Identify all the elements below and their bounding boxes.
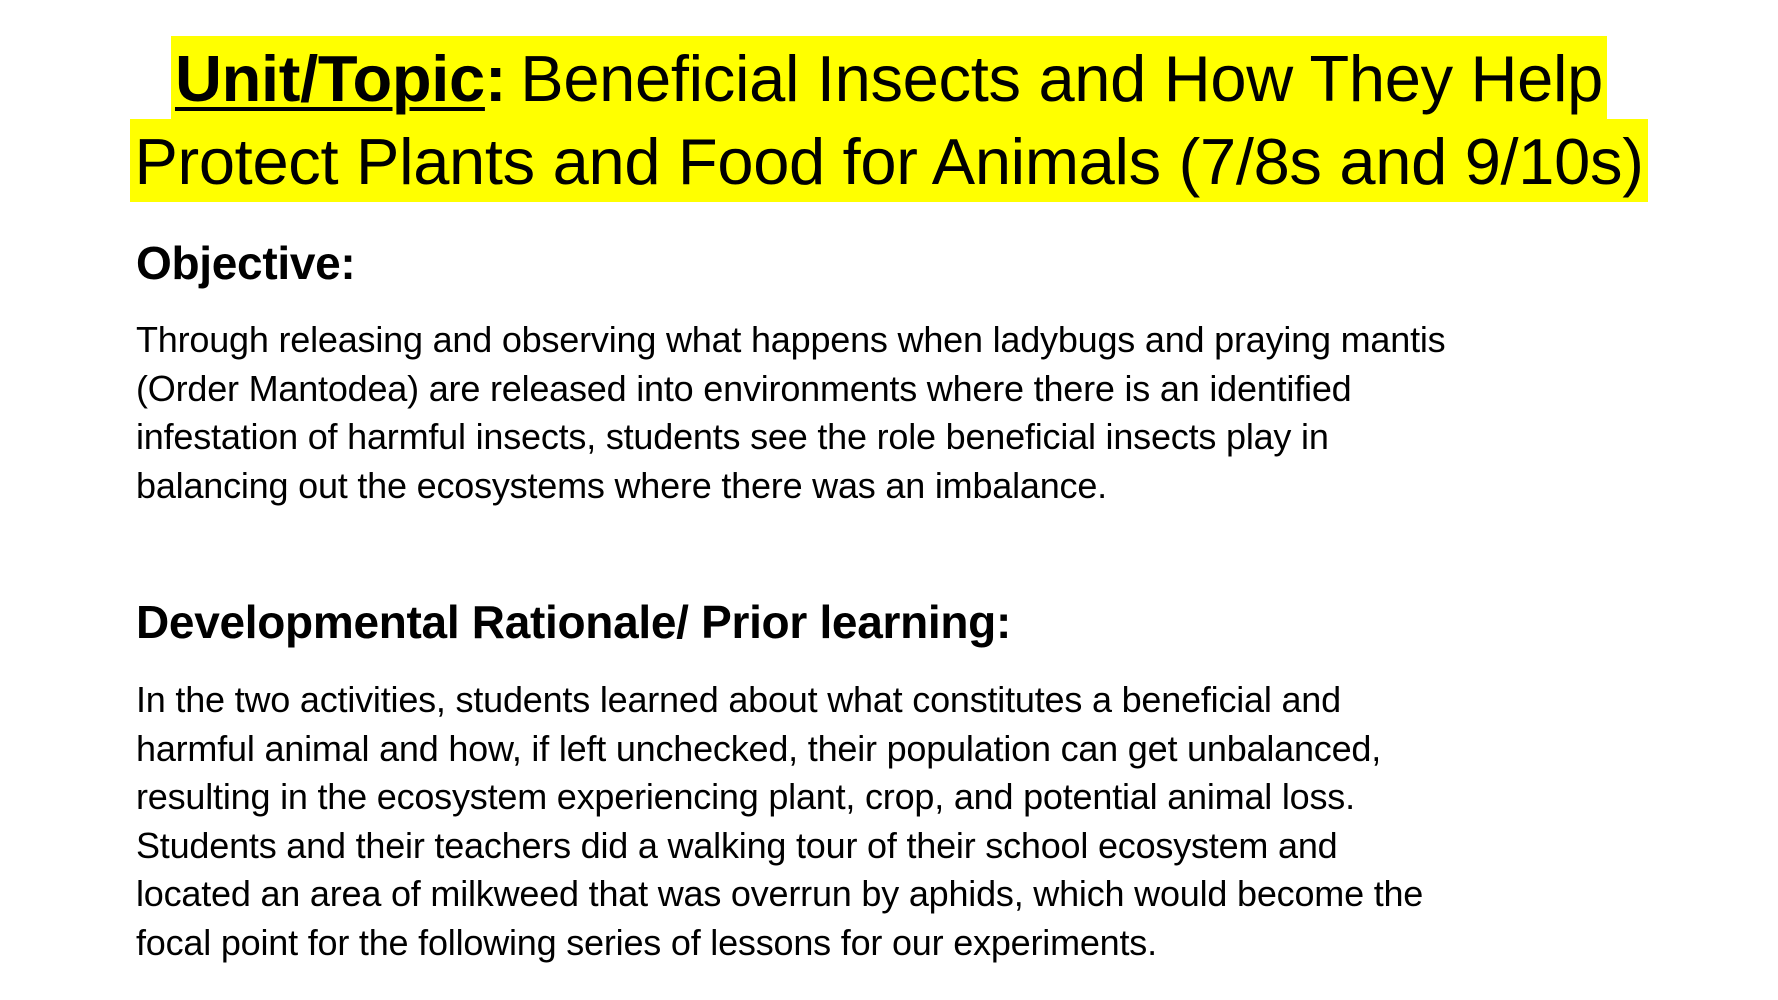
objective-line: balancing out the ecosystems where there was an imbalance. xyxy=(136,464,1107,506)
rationale-line: Students and their teachers did a walking tour of their school ecosystem and xyxy=(136,824,1338,866)
title-line-2 xyxy=(130,119,1647,202)
rationale-heading: Developmental Rationale/ Prior learning: xyxy=(136,596,1011,648)
title-text-line-1: Beneficial Insects and How They Help xyxy=(520,42,1604,115)
title-prefix: Unit/Topic xyxy=(174,42,485,115)
rationale-line: resulting in the ecosystem experiencing plant, crop, and potential animal loss. xyxy=(136,776,1355,817)
objective-line: (Order Mantodea) are released into environments where there is an identified xyxy=(136,367,1352,409)
title-line-1 xyxy=(171,36,1607,119)
objective-paragraph xyxy=(136,316,1696,510)
rationale-line: harmful animal and how, if left unchecked, their population can get unbalanced, xyxy=(136,727,1382,769)
rationale-paragraph xyxy=(136,676,1696,967)
rationale-line: located an area of milkweed that was overrun by aphids, which would become the xyxy=(136,873,1424,914)
objective-line: Through releasing and observing what happens when ladybugs and praying mantis xyxy=(136,319,1446,360)
rationale-line: focal point for the following series of lessons for our experiments. xyxy=(136,921,1157,963)
page-title xyxy=(0,36,1778,202)
rationale-line: In the two activities, students learned about what constitutes a beneficial and xyxy=(136,679,1341,720)
title-colon: : xyxy=(484,42,507,115)
title-text-line-2: Protect Plants and Food for Animals (7/8s and 9/10s) xyxy=(134,125,1644,198)
objective-heading: Objective: xyxy=(136,237,356,289)
objective-line: infestation of harmful insects, students see the role beneficial insects play in xyxy=(136,416,1329,457)
